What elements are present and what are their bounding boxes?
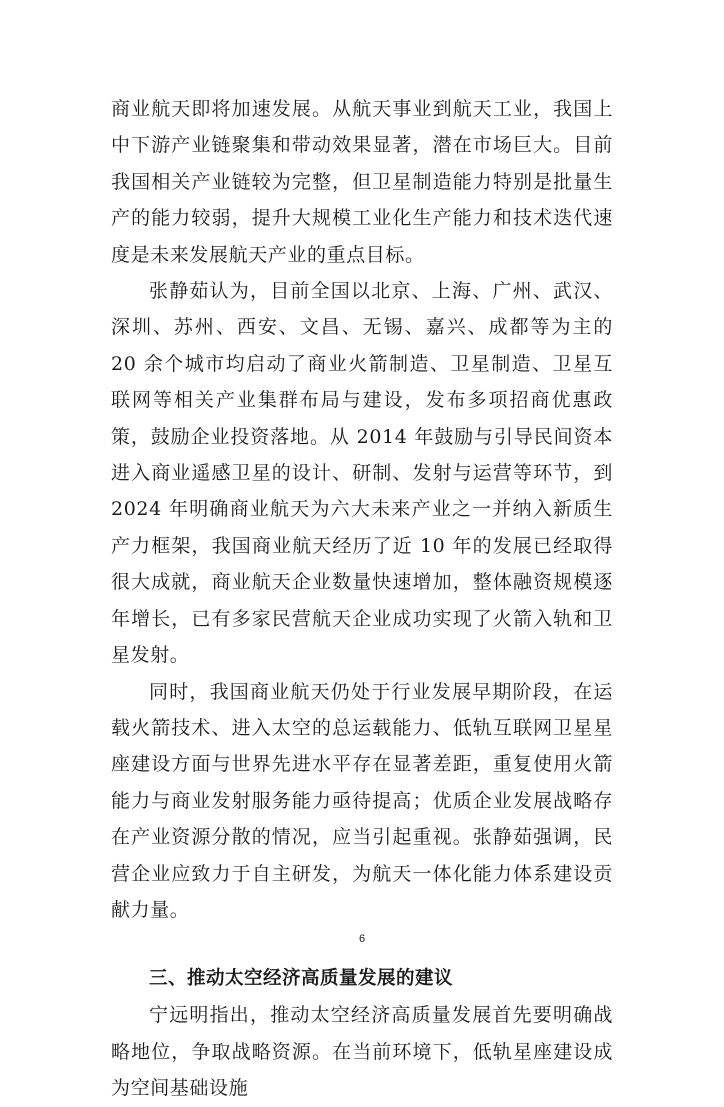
paragraph-early-stage-gaps: 同时，我国商业航天仍处于行业发展早期阶段，在运载火箭技术、进入太空的总运载能力、低轨互联网卫星星座建设方面与世界先进水平存在显著差距，重复使用火箭能力与商业发射服务能力亟待提高；优质企业发展战略存在产业资源分散的情况，应当引起重视。张静茹强调，民营企业应致力于自主研发，为航天一体化能力体系建设贡献力量。 (111, 680, 613, 921)
page-body (111, 91, 613, 1107)
page-number: 6 (358, 933, 366, 945)
section-heading: 三、推动太空经济高质量发展的建议 (149, 968, 454, 990)
paragraph-commercial-space-acceleration: 商业航天即将加速发展。从航天事业到航天工业，我国上中下游产业链聚集和带动效果显著，潜在市场巨大。目前我国相关产业链较为完整，但卫星制造能力特别是批量生产的能力较弱，提升大规模工业化生产能力和技术迭代速度是未来发展航天产业的重点目标。 (111, 98, 613, 266)
paragraph-ning-yuanming-strategy: 宁远明指出，推动太空经济高质量发展首先要明确战略地位，争取战略资源。在当前环境下，低轨星座建设成为空间基础设施 (111, 1004, 613, 1100)
paragraph-zhang-jingru-industry-clusters: 张静茹认为，目前全国以北京、上海、广州、武汉、深圳、苏州、西安、文昌、无锡、嘉兴、成都等为主的 20 余个城市均启动了商业火箭制造、卫星制造、卫星互联网等相关产业集群布局与建设，发布多项招商优惠政策，鼓励企业投资落地。从 2014 年鼓励与引导民间资本进入商业遥感卫星的设计、研制、发射与运营等环节，到 2024 年明确商业航天为六大未来产业之一并纳入新质生产力框架，我国商业航天经历了近 10 年的发展已经取得很大成就，商业航天企业数量快速增加，整体融资规模逐年增长，已有多家民营航天企业成功实现了火箭入轨和卫星发射。 (111, 280, 613, 667)
